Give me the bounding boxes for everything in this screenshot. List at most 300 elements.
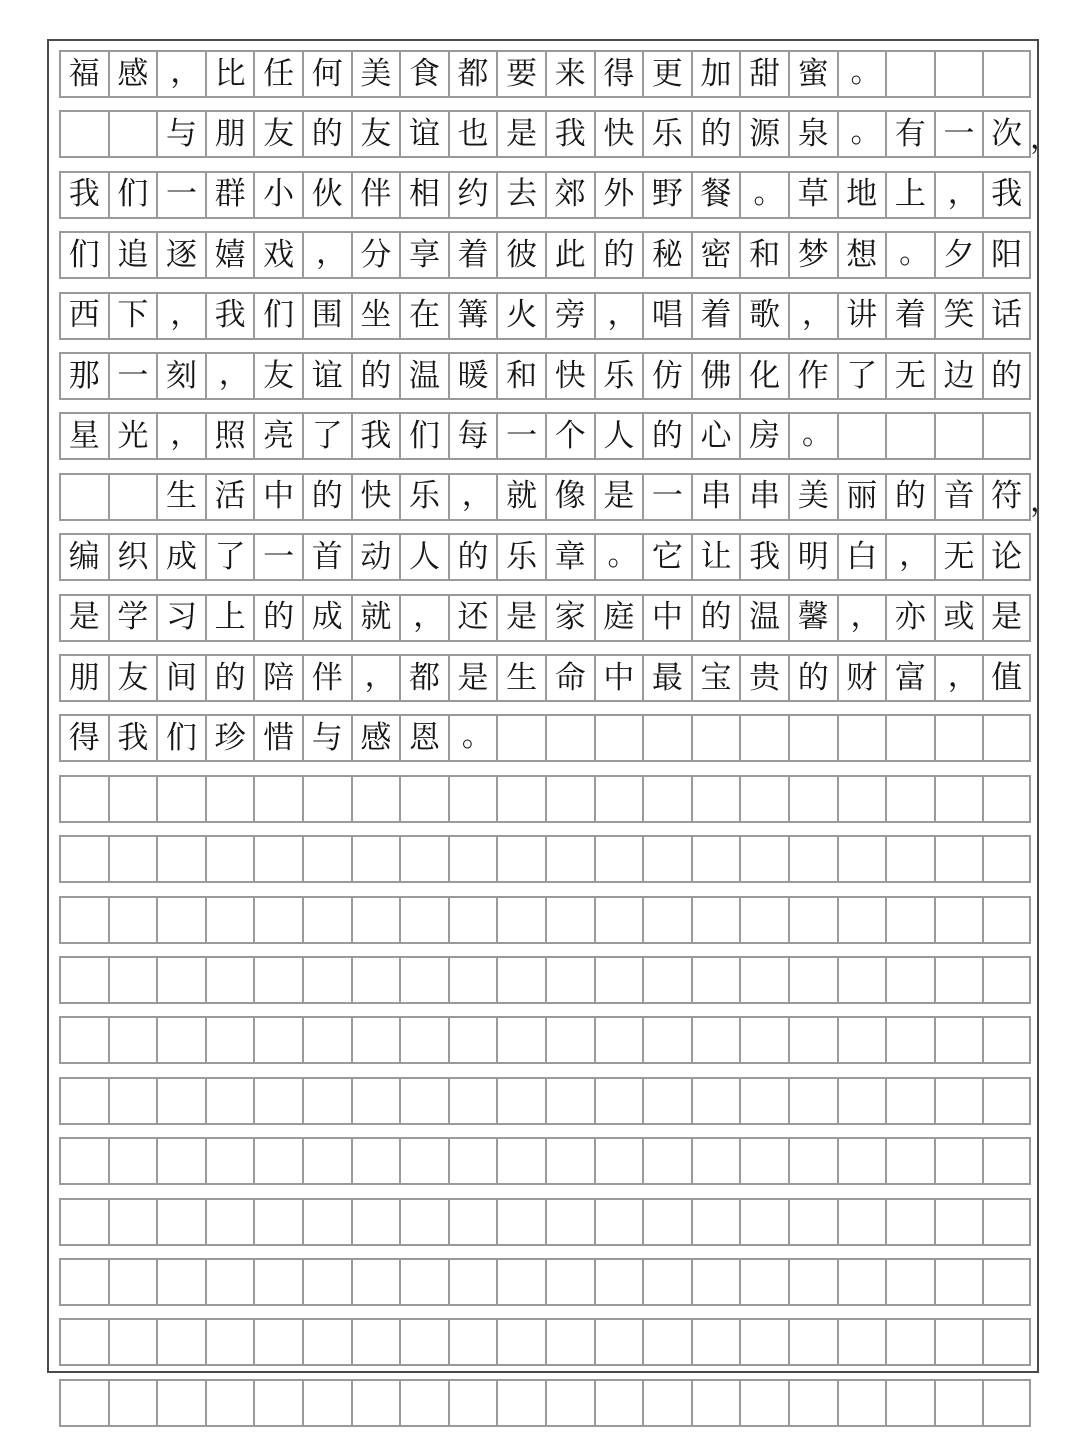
empty-grid-cell — [59, 777, 108, 821]
empty-grid-cell — [302, 1018, 351, 1062]
empty-grid-cell — [156, 1320, 205, 1364]
empty-grid-cell — [108, 1200, 157, 1244]
empty-grid-cell — [642, 1200, 691, 1244]
empty-grid-cell — [302, 958, 351, 1002]
grid-cell: 仿 — [642, 354, 691, 398]
grid-cell: 感 — [351, 716, 400, 760]
empty-grid-cell — [253, 1381, 302, 1425]
empty-grid-cell — [253, 958, 302, 1002]
grid-cell: 伴 — [351, 173, 400, 217]
grid-cell: 伴 — [302, 656, 351, 700]
empty-grid-cell — [788, 837, 837, 881]
empty-grid-cell — [205, 837, 254, 881]
empty-grid-cell — [253, 777, 302, 821]
empty-grid-cell — [156, 1139, 205, 1183]
grid-cell: 论 — [982, 535, 1031, 579]
empty-grid-cell — [108, 1381, 157, 1425]
empty-grid-cell — [302, 1260, 351, 1304]
empty-grid-cell — [982, 777, 1031, 821]
empty-grid-cell — [496, 1260, 545, 1304]
grid-row — [59, 231, 1031, 279]
grid-cell: 伙 — [302, 173, 351, 217]
grid-cell: 友 — [253, 354, 302, 398]
grid-cell: 宝 — [691, 656, 740, 700]
empty-grid-cell — [837, 1320, 886, 1364]
grid-cell: 中 — [594, 656, 643, 700]
grid-cell: 也 — [448, 112, 497, 156]
grid-cell: 章 — [545, 535, 594, 579]
grid-cell: 话 — [982, 294, 1031, 338]
empty-grid-cell — [351, 1381, 400, 1425]
empty-grid-cell — [739, 1260, 788, 1304]
empty-grid-cell — [788, 716, 837, 760]
grid-cell: 惜 — [253, 716, 302, 760]
empty-grid-cell — [448, 1079, 497, 1123]
grid-cell: 唱 — [642, 294, 691, 338]
empty-grid-cell — [496, 1200, 545, 1244]
empty-grid-cell — [351, 958, 400, 1002]
empty-grid-cell — [982, 898, 1031, 942]
grid-cell: 乐 — [399, 475, 448, 519]
empty-grid-cell — [934, 1260, 983, 1304]
grid-cell: 化 — [739, 354, 788, 398]
empty-grid-cell — [594, 716, 643, 760]
empty-grid-cell — [108, 1320, 157, 1364]
empty-grid-cell — [108, 958, 157, 1002]
empty-grid-cell — [108, 475, 157, 519]
empty-grid-cell — [545, 1320, 594, 1364]
grid-cell: 织 — [108, 535, 157, 579]
grid-cell: 我 — [982, 173, 1031, 217]
grid-cell: 的 — [205, 656, 254, 700]
empty-grid-cell — [837, 716, 886, 760]
grid-row — [59, 654, 1031, 702]
empty-grid-cell — [448, 777, 497, 821]
grid-cell: 和 — [496, 354, 545, 398]
empty-grid-cell — [739, 1381, 788, 1425]
empty-grid-cell — [59, 837, 108, 881]
grid-cell: 此 — [545, 233, 594, 277]
empty-grid-cell — [399, 777, 448, 821]
grid-cell: 暖 — [448, 354, 497, 398]
empty-grid-cell — [205, 1018, 254, 1062]
empty-grid-cell — [691, 898, 740, 942]
empty-grid-cell — [885, 898, 934, 942]
empty-grid-cell — [691, 1018, 740, 1062]
grid-cell: 人 — [594, 414, 643, 458]
empty-grid-cell — [448, 1200, 497, 1244]
empty-grid-cell — [205, 1139, 254, 1183]
empty-grid-cell — [59, 1260, 108, 1304]
empty-grid-cell — [545, 1018, 594, 1062]
grid-cell: 温 — [399, 354, 448, 398]
grid-cell: 外 — [594, 173, 643, 217]
grid-cell: 食 — [399, 52, 448, 96]
grid-cell: 得 — [594, 52, 643, 96]
grid-cell: 源 — [739, 112, 788, 156]
grid-cell: 得 — [59, 716, 108, 760]
empty-grid-cell — [982, 1018, 1031, 1062]
empty-grid-cell — [934, 898, 983, 942]
grid-cell: 我 — [351, 414, 400, 458]
grid-cell: 。 — [594, 535, 643, 579]
grid-cell: 明 — [788, 535, 837, 579]
empty-grid-cell — [108, 777, 157, 821]
empty-grid-cell — [788, 777, 837, 821]
grid-row — [59, 1258, 1031, 1306]
empty-grid-cell — [788, 1079, 837, 1123]
grid-cell: 音 — [934, 475, 983, 519]
grid-cell: 是 — [594, 475, 643, 519]
empty-grid-cell — [351, 777, 400, 821]
empty-grid-cell — [399, 1200, 448, 1244]
grid-cell: 。 — [739, 173, 788, 217]
empty-grid-cell — [545, 716, 594, 760]
empty-grid-cell — [691, 716, 740, 760]
grid-cell: 恩 — [399, 716, 448, 760]
empty-grid-cell — [885, 1260, 934, 1304]
grid-cell: 有 — [885, 112, 934, 156]
empty-grid-cell — [739, 716, 788, 760]
empty-grid-cell — [253, 1320, 302, 1364]
empty-grid-cell — [253, 1018, 302, 1062]
empty-grid-cell — [788, 898, 837, 942]
grid-cell: 一 — [934, 112, 983, 156]
empty-grid-cell — [253, 1139, 302, 1183]
empty-grid-cell — [302, 837, 351, 881]
empty-grid-cell — [496, 958, 545, 1002]
grid-cell: ， — [156, 414, 205, 458]
grid-cell: ， — [885, 535, 934, 579]
grid-row — [59, 1318, 1031, 1366]
grid-cell: ， — [156, 294, 205, 338]
empty-grid-cell — [934, 716, 983, 760]
empty-grid-cell — [351, 1200, 400, 1244]
empty-grid-cell — [108, 837, 157, 881]
empty-grid-cell — [545, 837, 594, 881]
empty-grid-cell — [302, 1320, 351, 1364]
empty-grid-cell — [837, 1260, 886, 1304]
grid-row — [59, 473, 1031, 521]
grid-cell: 友 — [351, 112, 400, 156]
grid-cell: 是 — [448, 656, 497, 700]
empty-grid-cell — [594, 1260, 643, 1304]
grid-cell: 星 — [59, 414, 108, 458]
empty-grid-cell — [982, 716, 1031, 760]
empty-grid-cell — [691, 837, 740, 881]
grid-cell: 都 — [399, 656, 448, 700]
empty-grid-cell — [982, 837, 1031, 881]
empty-grid-cell — [205, 1381, 254, 1425]
empty-grid-cell — [545, 898, 594, 942]
grid-cell: 刻 — [156, 354, 205, 398]
grid-cell: 就 — [351, 596, 400, 640]
grid-cell: 泉 — [788, 112, 837, 156]
grid-row — [59, 835, 1031, 883]
grid-cell: 了 — [205, 535, 254, 579]
grid-cell: 。 — [885, 233, 934, 277]
grid-cell: 边 — [934, 354, 983, 398]
grid-cell: 无 — [885, 354, 934, 398]
grid-cell: 命 — [545, 656, 594, 700]
grid-row — [59, 1137, 1031, 1185]
grid-cell: 嬉 — [205, 233, 254, 277]
grid-cell: 。 — [788, 414, 837, 458]
grid-cell: ， — [837, 596, 886, 640]
grid-cell: 彼 — [496, 233, 545, 277]
grid-cell: 。 — [837, 112, 886, 156]
empty-grid-cell — [59, 1079, 108, 1123]
empty-grid-cell — [108, 1260, 157, 1304]
grid-cell: 成 — [302, 596, 351, 640]
grid-cell: ， — [156, 52, 205, 96]
empty-grid-cell — [399, 958, 448, 1002]
empty-grid-cell — [253, 1260, 302, 1304]
empty-grid-cell — [253, 898, 302, 942]
grid-cell: 草 — [788, 173, 837, 217]
grid-cell: 的 — [302, 112, 351, 156]
grid-cell: 夕 — [934, 233, 983, 277]
grid-cell: 上 — [205, 596, 254, 640]
empty-grid-cell — [59, 958, 108, 1002]
grid-cell: 是 — [982, 596, 1031, 640]
grid-cell: 快 — [351, 475, 400, 519]
empty-grid-cell — [837, 1200, 886, 1244]
empty-grid-cell — [691, 777, 740, 821]
grid-cell: 的 — [253, 596, 302, 640]
grid-cell: 次 — [982, 112, 1031, 156]
grid-cell: 白 — [837, 535, 886, 579]
grid-cell: 我 — [205, 294, 254, 338]
grid-cell: 来 — [545, 52, 594, 96]
grid-cell: 一 — [108, 354, 157, 398]
grid-cell: 何 — [302, 52, 351, 96]
grid-cell: 乐 — [496, 535, 545, 579]
empty-grid-cell — [934, 1139, 983, 1183]
empty-grid-cell — [205, 958, 254, 1002]
empty-grid-cell — [253, 1200, 302, 1244]
empty-grid-cell — [788, 958, 837, 1002]
empty-grid-cell — [642, 1139, 691, 1183]
grid-cell: 让 — [691, 535, 740, 579]
empty-grid-cell — [837, 1079, 886, 1123]
empty-grid-cell — [691, 958, 740, 1002]
grid-cell: 还 — [448, 596, 497, 640]
grid-cell: 是 — [496, 596, 545, 640]
empty-grid-cell — [302, 898, 351, 942]
grid-cell: 一 — [253, 535, 302, 579]
empty-grid-cell — [156, 1200, 205, 1244]
empty-grid-cell — [448, 1139, 497, 1183]
empty-grid-cell — [496, 1320, 545, 1364]
grid-cell: 美 — [351, 52, 400, 96]
grid-cell: 我 — [108, 716, 157, 760]
grid-cell: 篝 — [448, 294, 497, 338]
empty-grid-cell — [982, 958, 1031, 1002]
empty-grid-cell — [642, 777, 691, 821]
grid-cell: ， — [934, 173, 983, 217]
grid-cell: 一 — [642, 475, 691, 519]
empty-grid-cell — [108, 1018, 157, 1062]
grid-cell: 我 — [59, 173, 108, 217]
grid-cell: 乐 — [594, 354, 643, 398]
grid-cell: 福 — [59, 52, 108, 96]
grid-cell: 丽 — [837, 475, 886, 519]
grid-row — [59, 533, 1031, 581]
empty-grid-cell — [448, 1260, 497, 1304]
empty-grid-cell — [982, 1381, 1031, 1425]
grid-cell: 西 — [59, 294, 108, 338]
empty-grid-cell — [788, 1320, 837, 1364]
grid-cell: 野 — [642, 173, 691, 217]
grid-cell: 的 — [302, 475, 351, 519]
grid-cell: 或 — [934, 596, 983, 640]
empty-grid-cell — [351, 1139, 400, 1183]
grid-cell: 温 — [739, 596, 788, 640]
empty-grid-cell — [642, 837, 691, 881]
grid-cell: 串 — [691, 475, 740, 519]
grid-cell: 们 — [108, 173, 157, 217]
empty-grid-cell — [837, 777, 886, 821]
grid-cell: 成 — [156, 535, 205, 579]
empty-grid-cell — [642, 1320, 691, 1364]
empty-grid-cell — [302, 1139, 351, 1183]
empty-grid-cell — [399, 1320, 448, 1364]
empty-grid-cell — [934, 777, 983, 821]
grid-cell: 谊 — [399, 112, 448, 156]
grid-cell: 的 — [885, 475, 934, 519]
empty-grid-cell — [642, 1018, 691, 1062]
grid-cell: 着 — [448, 233, 497, 277]
grid-cell: 比 — [205, 52, 254, 96]
empty-grid-cell — [59, 898, 108, 942]
grid-cell: 的 — [982, 354, 1031, 398]
empty-grid-cell — [739, 1018, 788, 1062]
grid-cell: 和 — [739, 233, 788, 277]
empty-grid-cell — [594, 1018, 643, 1062]
empty-grid-cell — [934, 1200, 983, 1244]
empty-grid-cell — [739, 1200, 788, 1244]
grid-cell: 贵 — [739, 656, 788, 700]
empty-grid-cell — [982, 1079, 1031, 1123]
grid-cell: 它 — [642, 535, 691, 579]
empty-grid-cell — [739, 777, 788, 821]
grid-cell: 是 — [496, 112, 545, 156]
empty-grid-cell — [982, 414, 1031, 458]
empty-grid-cell — [788, 1018, 837, 1062]
grid-cell: 最 — [642, 656, 691, 700]
grid-cell: 想 — [837, 233, 886, 277]
empty-grid-cell — [691, 1260, 740, 1304]
empty-grid-cell — [496, 898, 545, 942]
grid-cell: 就 — [496, 475, 545, 519]
grid-cell: 秘 — [642, 233, 691, 277]
grid-row — [59, 594, 1031, 642]
grid-cell: 财 — [837, 656, 886, 700]
grid-cell: 朋 — [59, 656, 108, 700]
grid-row — [59, 896, 1031, 944]
empty-grid-cell — [59, 1320, 108, 1364]
empty-grid-cell — [739, 898, 788, 942]
empty-grid-cell — [934, 1018, 983, 1062]
grid-cell: ， — [594, 294, 643, 338]
empty-grid-cell — [59, 1200, 108, 1244]
empty-grid-cell — [788, 1139, 837, 1183]
grid-row — [59, 292, 1031, 340]
grid-cell: ， — [351, 656, 400, 700]
grid-cell: 都 — [448, 52, 497, 96]
empty-grid-cell — [205, 777, 254, 821]
empty-grid-cell — [205, 1079, 254, 1123]
empty-grid-cell — [691, 1381, 740, 1425]
grid-row — [59, 956, 1031, 1004]
grid-cell: 佛 — [691, 354, 740, 398]
grid-cell: 在 — [399, 294, 448, 338]
empty-grid-cell — [885, 52, 934, 96]
empty-grid-cell — [108, 1139, 157, 1183]
empty-grid-cell — [108, 112, 157, 156]
empty-grid-cell — [496, 1018, 545, 1062]
grid-cell: 照 — [205, 414, 254, 458]
grid-cell: 的 — [351, 354, 400, 398]
empty-grid-cell — [642, 898, 691, 942]
empty-grid-cell — [885, 777, 934, 821]
grid-cell: 着 — [691, 294, 740, 338]
empty-grid-cell — [448, 1018, 497, 1062]
grid-cell: 要 — [496, 52, 545, 96]
empty-grid-cell — [642, 1260, 691, 1304]
grid-cell: 上 — [885, 173, 934, 217]
empty-grid-cell — [351, 1018, 400, 1062]
grid-cell: ， — [302, 233, 351, 277]
grid-cell: 的 — [594, 233, 643, 277]
grid-cell: 的 — [691, 112, 740, 156]
empty-grid-cell — [59, 1139, 108, 1183]
empty-grid-cell — [982, 1139, 1031, 1183]
grid-cell: 中 — [642, 596, 691, 640]
empty-grid-cell — [837, 958, 886, 1002]
grid-cell: 笑 — [934, 294, 983, 338]
grid-cell: 与 — [156, 112, 205, 156]
grid-cell: 群 — [205, 173, 254, 217]
grid-cell: 们 — [156, 716, 205, 760]
grid-cell: 中 — [253, 475, 302, 519]
empty-grid-cell — [691, 1079, 740, 1123]
empty-grid-cell — [156, 1260, 205, 1304]
grid-cell: 相 — [399, 173, 448, 217]
grid-cell: 一 — [156, 173, 205, 217]
empty-grid-cell — [156, 777, 205, 821]
grid-cell: 的 — [691, 596, 740, 640]
empty-grid-cell — [885, 414, 934, 458]
empty-grid-cell — [399, 1079, 448, 1123]
empty-grid-cell — [545, 1381, 594, 1425]
empty-grid-cell — [496, 1079, 545, 1123]
empty-grid-cell — [351, 1320, 400, 1364]
grid-cell: 追 — [108, 233, 157, 277]
grid-cell: 每 — [448, 414, 497, 458]
grid-cell: 约 — [448, 173, 497, 217]
empty-grid-cell — [642, 1079, 691, 1123]
grid-cell: 去 — [496, 173, 545, 217]
grid-cell: 们 — [399, 414, 448, 458]
empty-grid-cell — [594, 777, 643, 821]
grid-cell: 。 — [837, 52, 886, 96]
empty-grid-cell — [788, 1260, 837, 1304]
grid-cell: 是 — [59, 596, 108, 640]
grid-cell: 与 — [302, 716, 351, 760]
empty-grid-cell — [253, 1079, 302, 1123]
